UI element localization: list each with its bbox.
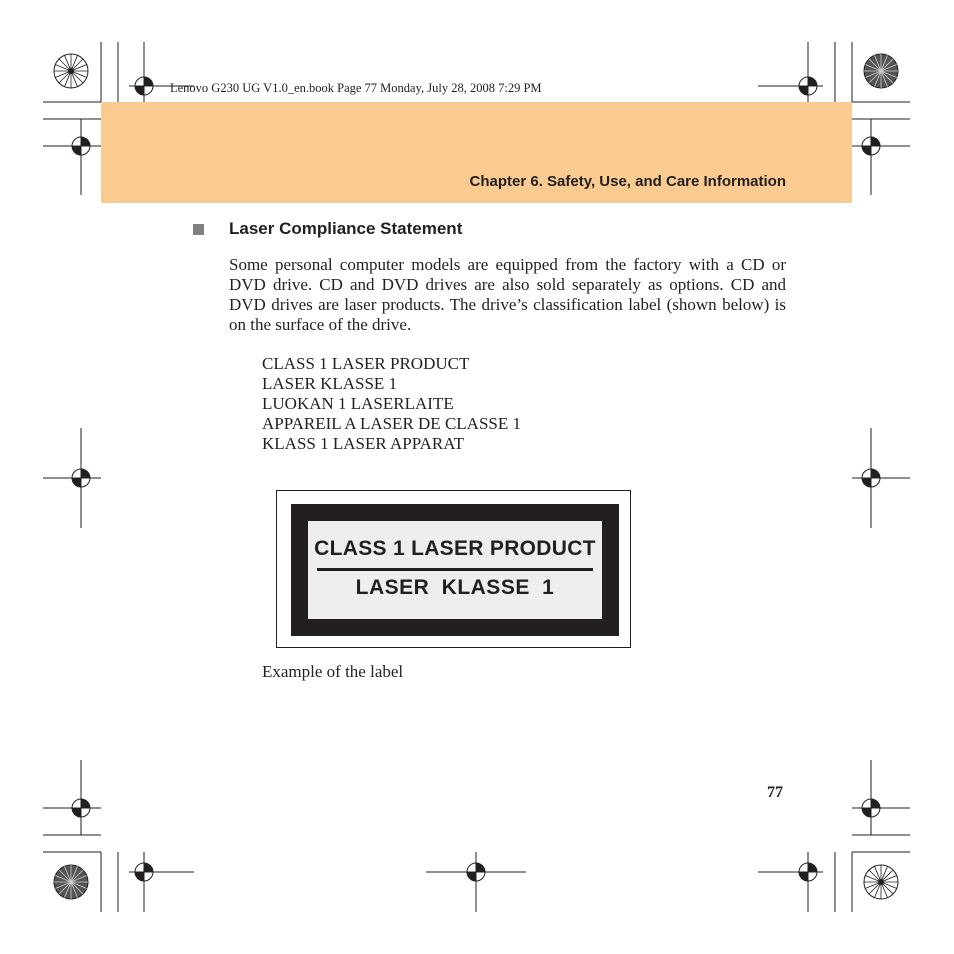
list-item: CLASS 1 LASER PRODUCT (262, 354, 470, 373)
body-paragraph: Some personal computer models are equipped from the factory with a CD or DVD drive. CD and DVD drives are also sold separately as options. CD and DVD drives are laser products. The drive’s classification label (shown below) is on the surface of the drive. (229, 255, 786, 334)
laser-label-figure (276, 490, 631, 648)
list-item: KLASS 1 LASER APPARAT (262, 434, 465, 453)
square-bullet-icon (193, 224, 204, 235)
label-line-1: CLASS 1 LASER PRODUCT (314, 537, 596, 560)
section-heading: Laser Compliance Statement (229, 219, 463, 238)
label-panel (308, 521, 602, 619)
label-line-2: LASER KLASSE 1 (355, 576, 555, 599)
book-file-info: Lenovo G230 UG V1.0_en.book Page 77 Monday, July 28, 2008 7:29 PM (170, 81, 542, 95)
page-number: 77 (767, 784, 783, 801)
laser-class-list (262, 354, 521, 454)
label-divider (317, 568, 593, 571)
label-frame (291, 504, 619, 636)
chapter-title: Chapter 6. Safety, Use, and Care Information (469, 173, 786, 190)
list-item: LUOKAN 1 LASERLAITE (262, 394, 454, 413)
list-item: APPAREIL A LASER DE CLASSE 1 (262, 414, 521, 433)
list-item: LASER KLASSE 1 (262, 374, 398, 393)
figure-caption: Example of the label (262, 662, 404, 681)
